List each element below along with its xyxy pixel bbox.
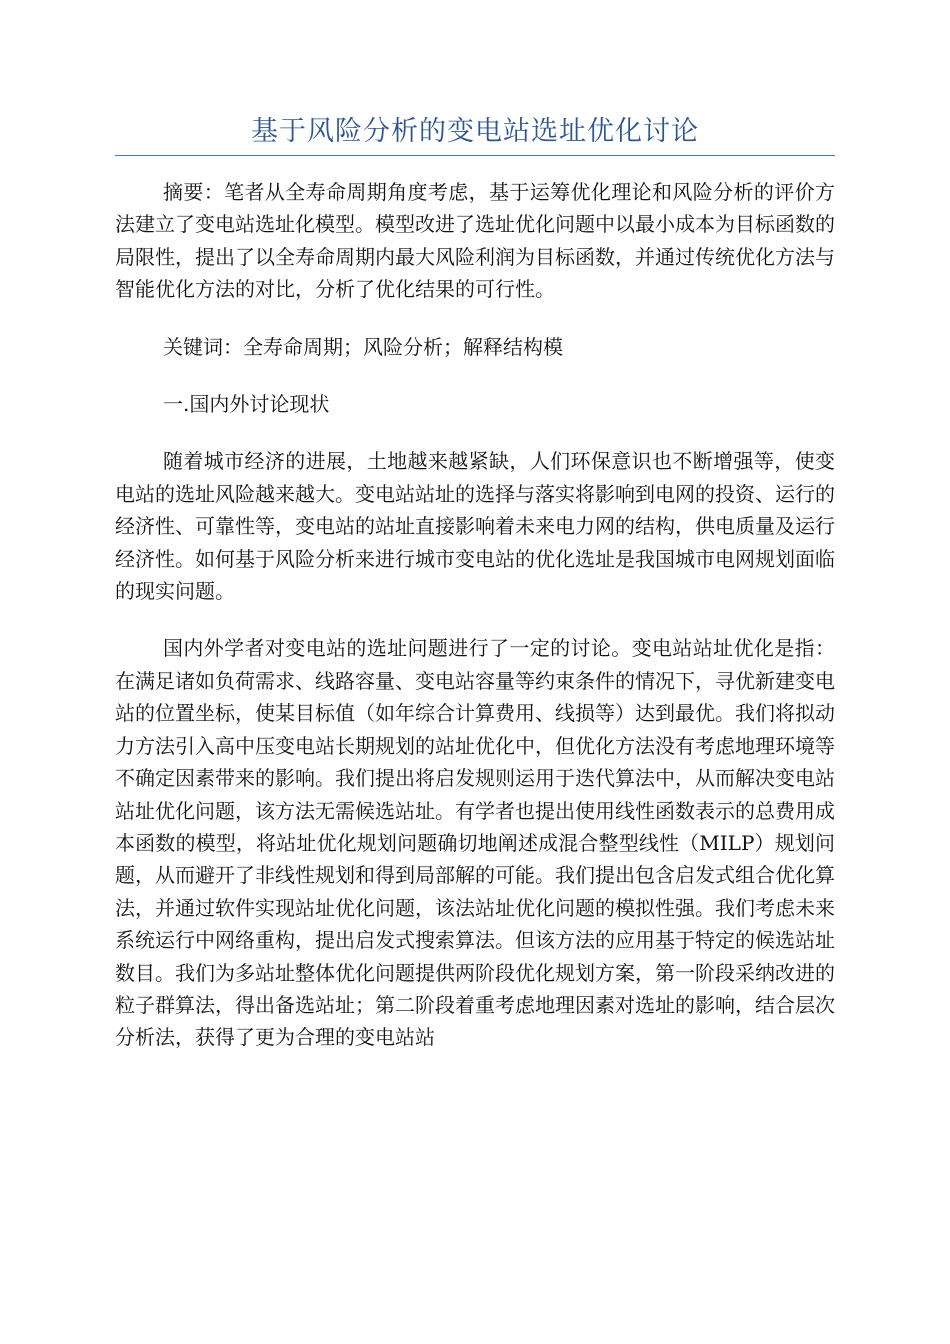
section-heading: 一.国内外讨论现状 <box>163 392 330 417</box>
title-underline <box>115 155 835 156</box>
document-title: 基于风险分析的变电站选址优化讨论 <box>251 116 699 147</box>
keywords-line: 关键词：全寿命周期；风险分析；解释结构模 <box>163 334 563 359</box>
abstract-paragraph: 摘要：笔者从全寿命周期角度考虑，基于运筹优化理论和风险分析的评价方法建立了变电站选址化模型。模型改进了选址优化问题中以最小成本为目标函数的局限性，提出了以全寿命周期内最大风险利润为目标函数，并通过传统优化方法与智能优化方法的对比，分析了优化结果的可行性。 <box>115 180 835 302</box>
body-paragraph: 随着城市经济的进展，土地越来越紧缺，人们环保意识也不断增强等，使变电站的选址风险越来越大。变电站站址的选择与落实将影响到电网的投资、运行的经济性、可靠性等，变电站的站址直接影响着未来电力网的结构，供电质量及运行经济性。如何基于风险分析来进行城市变电站的优化选址是我国城市电网规划面临的现实问题。 <box>115 449 835 604</box>
document-body <box>115 176 835 1054</box>
body-paragraph: 国内外学者对变电站的选址问题进行了一定的讨论。变电站站址优化是指：在满足诸如负荷需求、线路容量、变电站容量等约束条件的情况下，寻优新建变电站的位置坐标，使某目标值（如年综合计算费用、线损等）达到最优。我们将拟动力方法引入高中压变电站长期规划的站址优化中，但优化方法没有考虑地理环境等不确定因素带来的影响。我们提出将启发规则运用于迭代算法中，从而解决变电站站址优化问题，该方法无需候选站址。有学者也提出使用线性函数表示的总费用成本函数的模型，将站址优化规划问题确切地阐述成混合整型线性（MILP）规划问题，从而避开了非线性规划和得到局部解的可能。我们提出包含启发式组合优化算法，并通过软件实现站址优化问题，该法站址优化问题的模拟性强。我们考虑未来系统运行中网络重构，提出启发式搜索算法。但该方法的应用基于特定的候选站址数目。我们为多站址整体优化问题提供两阶段优化规划方案，第一阶段采纳改进的粒子群算法，得出备选站址；第二阶段着重考虑地理因素对选址的影响，结合层次分析法，获得了更为合理的变电站站 <box>115 636 835 1050</box>
